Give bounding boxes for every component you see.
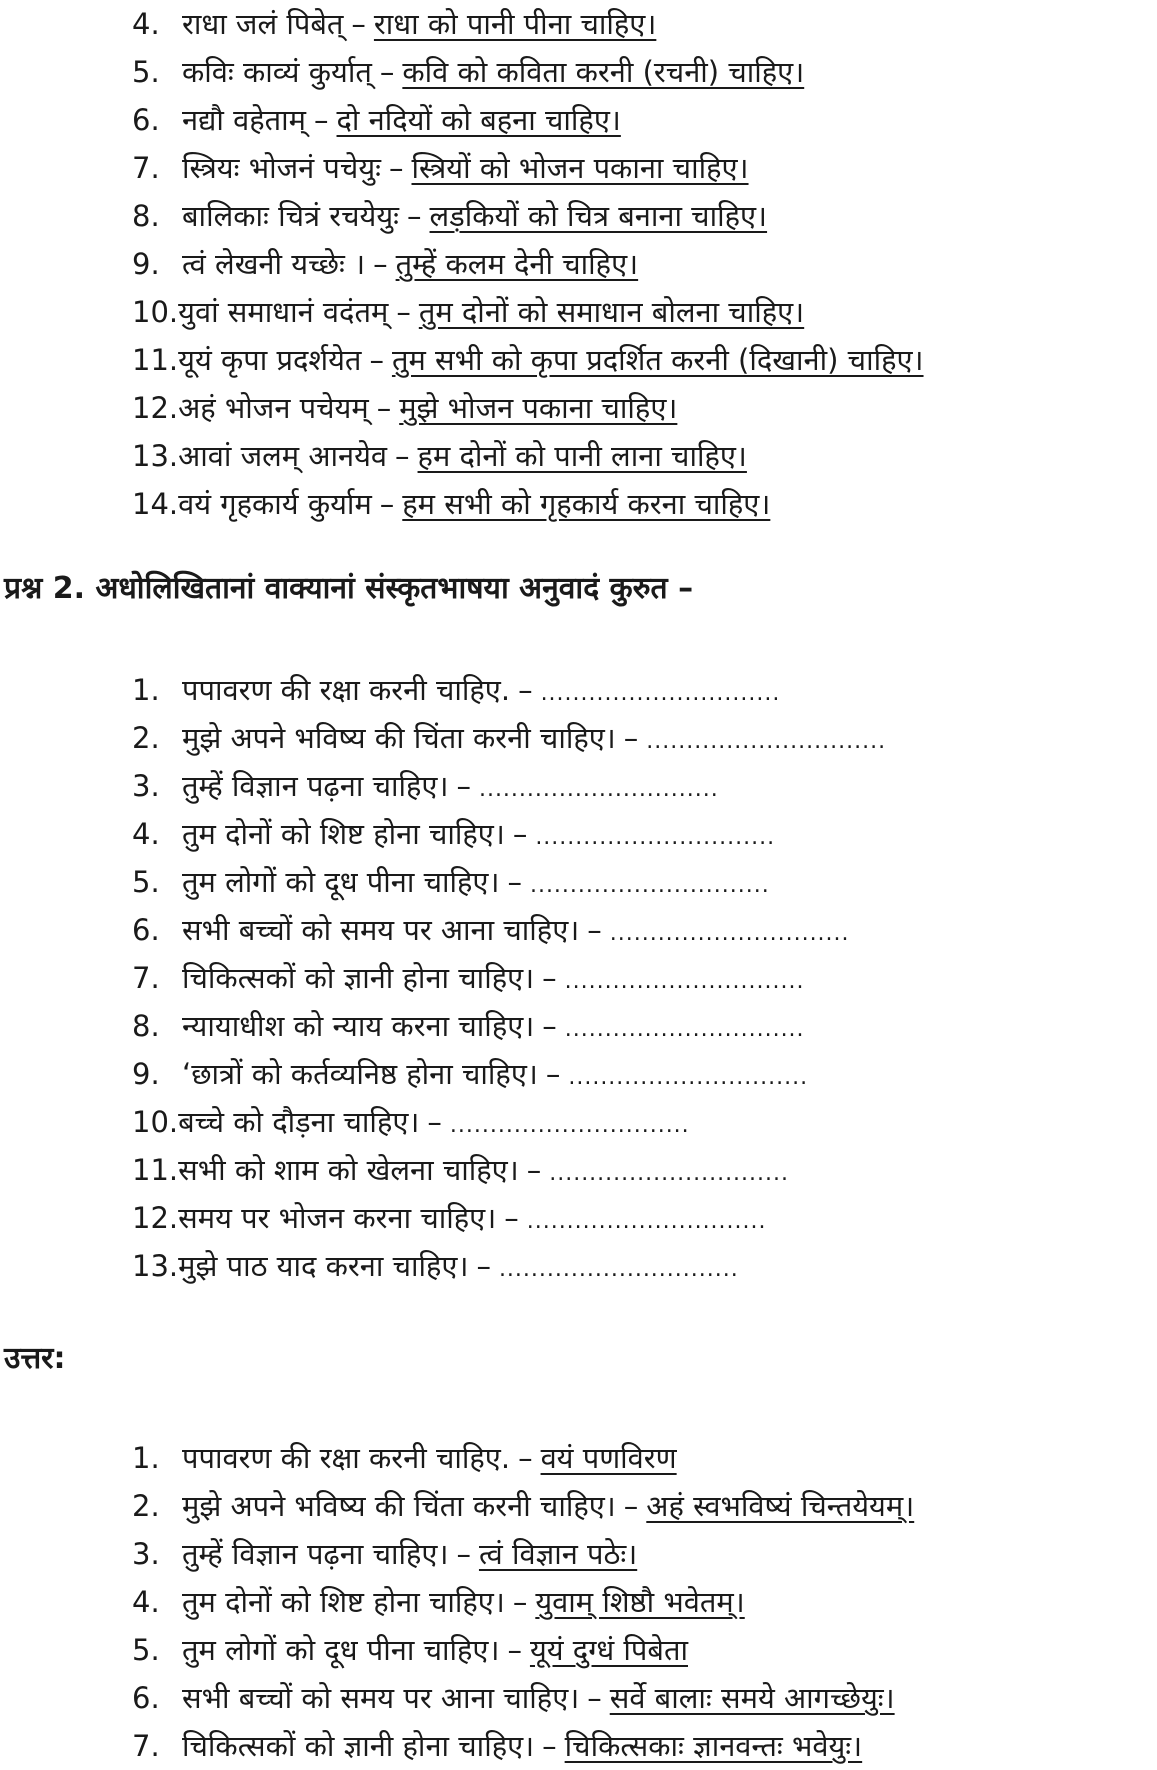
item-number: 4. <box>132 817 160 851</box>
item-question: तुम लोगों को दूध पीना चाहिए। <box>182 865 500 899</box>
item-question: तुम दोनों को शिष्ट होना चाहिए। <box>182 817 505 851</box>
list-item <box>132 666 1152 714</box>
list-item <box>132 1098 1152 1146</box>
item-dash: – <box>507 865 522 899</box>
item-answer: त्वं विज्ञान पठेः। <box>478 1537 638 1571</box>
list-item <box>132 48 1152 96</box>
item-number: 7. <box>132 1729 160 1763</box>
item-number: 5. <box>132 55 160 89</box>
item-question: बालिकाः चित्रं रचयेयुः <box>182 199 400 233</box>
list-item <box>132 810 1152 858</box>
question-2-heading: प्रश्न 2. अधोलिखितानां वाक्यानां संस्कृतभाषया अनुवादं कुरुत – <box>4 571 694 606</box>
item-number: 4. <box>132 7 160 41</box>
item-question: वयं गृहकार्य कुर्याम <box>178 487 372 521</box>
item-answer: हम दोनों को पानी लाना चाहिए। <box>417 439 747 473</box>
item-question: मुझे अपने भविष्य की चिंता करनी चाहिए। <box>182 1489 616 1523</box>
item-answer: अहं स्वभविष्यं चिन्तयेयम्। <box>646 1489 915 1523</box>
item-dash: – <box>369 343 384 377</box>
item-answer: तुम दोनों को समाधान बोलना चाहिए। <box>418 295 805 329</box>
item-number: 12. <box>132 1201 179 1235</box>
item-dash: – <box>407 199 422 233</box>
item-number: 9. <box>132 247 160 281</box>
item-question: पपावरण की रक्षा करनी चाहिए. <box>182 673 511 707</box>
answer-blank: .............................. <box>529 873 770 898</box>
item-answer: लड़कियों को चित्र बनाना चाहिए। <box>429 199 768 233</box>
item-answer: हम सभी को गृहकार्य करना चाहिए। <box>402 487 771 521</box>
item-dash: – <box>507 1633 522 1667</box>
item-answer: चिकित्सकाः ज्ञानवन्तः भवेयुः। <box>564 1729 863 1763</box>
item-question: समय पर भोजन करना चाहिए। <box>178 1201 497 1235</box>
item-number: 1. <box>132 1441 160 1475</box>
item-number: 13. <box>132 439 179 473</box>
item-question: मुझे पाठ याद करना चाहिए। <box>178 1249 469 1283</box>
item-question: युवां समाधानं वदंतम् <box>178 295 389 329</box>
item-dash: – <box>314 103 329 137</box>
item-answer: वयं पणविरण <box>540 1441 677 1475</box>
list-item <box>132 432 1152 480</box>
item-question: त्वं लेखनी यच्छेः । <box>182 247 366 281</box>
list-item <box>132 96 1152 144</box>
item-number: 5. <box>132 865 160 899</box>
item-answer: युवाम् शिष्ठौ भवेतम्। <box>535 1585 745 1619</box>
item-number: 7. <box>132 151 160 185</box>
list-item <box>132 1002 1152 1050</box>
list-item <box>132 1146 1152 1194</box>
item-question: स्त्रियः भोजनं पचेयुः <box>182 151 381 185</box>
item-number: 11. <box>132 343 179 377</box>
list-item <box>132 1530 1152 1578</box>
item-dash: – <box>542 961 557 995</box>
item-question: ‘छात्रों को कर्तव्यनिष्ठ होना चाहिए। <box>182 1057 538 1091</box>
answer-blank: .............................. <box>549 1161 790 1186</box>
list-item <box>132 240 1152 288</box>
item-dash: – <box>476 1249 491 1283</box>
item-number: 5. <box>132 1633 160 1667</box>
list-item <box>132 906 1152 954</box>
list-item <box>132 954 1152 1002</box>
list-item <box>132 1242 1152 1290</box>
item-question: यूयं कृपा प्रदर्शयेत <box>178 343 362 377</box>
item-answer: तुम सभी को कृपा प्रदर्शित करनी (दिखानी) चाहिए। <box>391 343 924 377</box>
item-dash: – <box>456 1537 471 1571</box>
list-item <box>132 1722 1152 1770</box>
item-dash: – <box>512 817 528 851</box>
list-item <box>132 762 1152 810</box>
item-dash: – <box>395 439 410 473</box>
item-number: 7. <box>132 961 160 995</box>
item-answer: तुम्हें कलम देनी चाहिए। <box>395 247 639 281</box>
answer-blank: .............................. <box>609 921 850 946</box>
item-question: तुम लोगों को दूध पीना चाहिए। <box>182 1633 500 1667</box>
item-question: नद्यौ वहेताम् <box>182 103 307 137</box>
list-item <box>132 1434 1152 1482</box>
answer-blank: .............................. <box>568 1065 809 1090</box>
item-number: 6. <box>132 913 160 947</box>
item-dash: – <box>504 1201 519 1235</box>
item-answer: दो नदियों को बहना चाहिए। <box>336 103 621 137</box>
item-question: न्यायाधीश को न्याय करना चाहिए। <box>182 1009 535 1043</box>
answer-blank: .............................. <box>449 1113 690 1138</box>
list-item <box>132 480 1152 528</box>
item-question: चिकित्सकों को ज्ञानी होना चाहिए। <box>182 1729 535 1763</box>
item-answer: मुझे भोजन पकाना चाहिए। <box>399 391 678 425</box>
item-question: अहं भोजन पचेयम् <box>178 391 369 425</box>
item-dash: – <box>542 1729 557 1763</box>
answer-blank: .............................. <box>564 1017 805 1042</box>
item-dash: – <box>545 1057 561 1091</box>
item-dash: – <box>518 1441 533 1475</box>
item-number: 3. <box>132 1537 160 1571</box>
answer-blank: .............................. <box>564 969 805 994</box>
item-dash: – <box>351 7 366 41</box>
answer-blank: .............................. <box>478 777 719 802</box>
list-item <box>132 1194 1152 1242</box>
item-dash: – <box>623 1489 639 1523</box>
item-number: 11. <box>132 1153 179 1187</box>
item-question: तुम्हें विज्ञान पढ़ना चाहिए। <box>182 769 449 803</box>
translation-list-sanskrit-to-hindi <box>132 0 1152 528</box>
item-question: तुम दोनों को शिष्ट होना चाहिए। <box>182 1585 505 1619</box>
item-dash: – <box>373 247 388 281</box>
item-dash: – <box>623 721 639 755</box>
item-dash: – <box>512 1585 528 1619</box>
item-dash: – <box>376 391 392 425</box>
item-question: मुझे अपने भविष्य की चिंता करनी चाहिए। <box>182 721 616 755</box>
list-item <box>132 192 1152 240</box>
item-dash: – <box>587 1681 602 1715</box>
list-item <box>132 288 1152 336</box>
item-answer: कवि को कविता करनी (रचनी) चाहिए। <box>402 55 805 89</box>
item-dash: – <box>587 913 602 947</box>
item-answer: सर्वे बालाः समये आगच्छेयुः। <box>609 1681 895 1715</box>
list-item <box>132 1674 1152 1722</box>
item-number: 8. <box>132 199 160 233</box>
item-number: 6. <box>132 103 160 137</box>
item-number: 12. <box>132 391 179 425</box>
item-number: 10. <box>132 1105 179 1139</box>
item-number: 2. <box>132 1489 160 1523</box>
item-dash: – <box>526 1153 542 1187</box>
item-dash: – <box>396 295 411 329</box>
item-question: चिकित्सकों को ज्ञानी होना चाहिए। <box>182 961 535 995</box>
answer-blank: .............................. <box>540 681 781 706</box>
item-dash: – <box>427 1105 442 1139</box>
item-number: 9. <box>132 1057 160 1091</box>
item-question: बच्चे को दौड़ना चाहिए। <box>178 1105 420 1139</box>
list-item <box>132 1050 1152 1098</box>
item-number: 14. <box>132 487 179 521</box>
answer-blank: .............................. <box>526 1209 767 1234</box>
item-question: तुम्हें विज्ञान पढ़ना चाहिए। <box>182 1537 449 1571</box>
item-answer: यूयं दुग्धं पिबेता <box>529 1633 688 1667</box>
item-dash: – <box>456 769 471 803</box>
item-question: सभी बच्चों को समय पर आना चाहिए। <box>182 1681 580 1715</box>
list-item <box>132 384 1152 432</box>
list-item <box>132 0 1152 48</box>
item-question: सभी बच्चों को समय पर आना चाहिए। <box>182 913 580 947</box>
item-dash: – <box>542 1009 557 1043</box>
list-item <box>132 1626 1152 1674</box>
list-item <box>132 1578 1152 1626</box>
exercise-list-blanks <box>132 666 1152 1290</box>
item-number: 4. <box>132 1585 160 1619</box>
answer-list <box>132 1434 1152 1770</box>
item-number: 10. <box>132 295 179 329</box>
item-question: सभी को शाम को खेलना चाहिए। <box>178 1153 519 1187</box>
item-dash: – <box>379 55 395 89</box>
answer-blank: .............................. <box>646 729 887 754</box>
item-answer: स्त्रियों को भोजन पकाना चाहिए। <box>411 151 749 185</box>
answer-heading: उत्तर: <box>4 1341 66 1376</box>
list-item <box>132 1482 1152 1530</box>
item-question: कविः काव्यं कुर्यात् <box>182 55 372 89</box>
answer-blank: .............................. <box>535 825 776 850</box>
answer-blank: .............................. <box>498 1257 739 1282</box>
item-dash: – <box>389 151 404 185</box>
item-dash: – <box>518 673 533 707</box>
item-number: 1. <box>132 673 160 707</box>
list-item <box>132 336 1152 384</box>
item-number: 3. <box>132 769 160 803</box>
item-question: राधा जलं पिबेत् <box>182 7 344 41</box>
item-question: आवां जलम् आनयेव <box>178 439 388 473</box>
item-answer: राधा को पानी पीना चाहिए। <box>373 7 657 41</box>
item-question: पपावरण की रक्षा करनी चाहिए. <box>182 1441 511 1475</box>
item-number: 13. <box>132 1249 179 1283</box>
item-number: 8. <box>132 1009 160 1043</box>
list-item <box>132 714 1152 762</box>
list-item <box>132 858 1152 906</box>
item-number: 2. <box>132 721 160 755</box>
item-dash: – <box>379 487 395 521</box>
item-number: 6. <box>132 1681 160 1715</box>
list-item <box>132 144 1152 192</box>
